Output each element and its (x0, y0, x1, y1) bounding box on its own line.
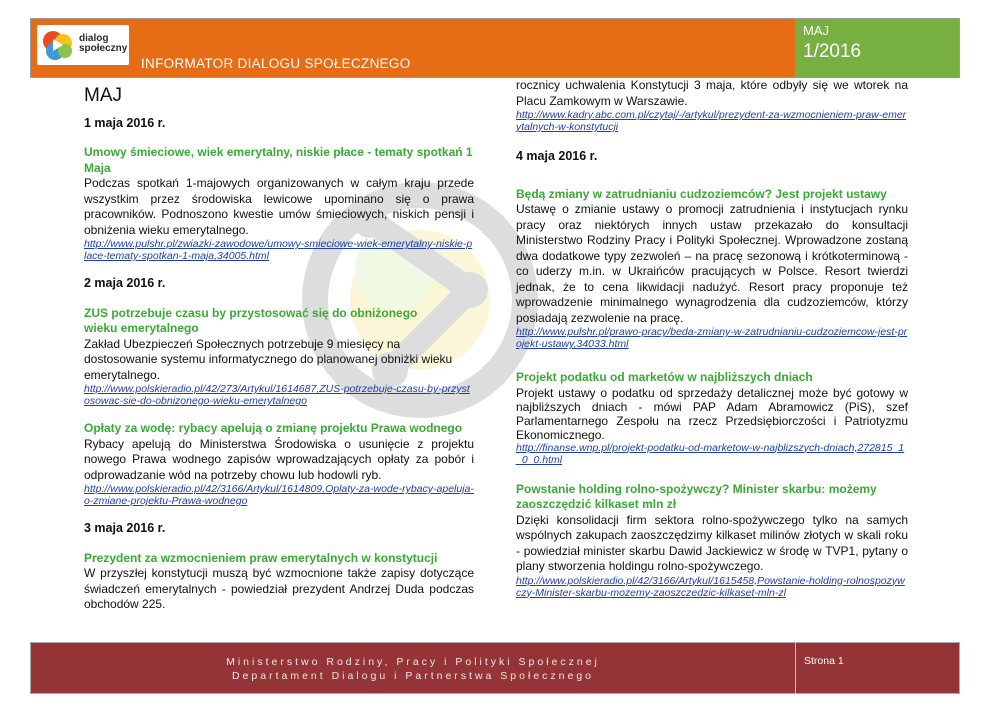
date-heading: 2 maja 2016 r. (84, 276, 166, 290)
dialog-spoleczny-logo (37, 25, 129, 65)
article-body: Zakład Ubezpieczeń Społecznych potrzebuje 9 miesięcy na dostosowanie systemu informatycznego do planowanej obniżki wieku emerytalnego. (84, 336, 453, 382)
article-link[interactable]: http://finanse.wnp.pl/projekt-podatku-od-marketow-w-najblizszych-dniach,272815_1_0_0.html (516, 441, 905, 466)
article-link[interactable]: http://www.kadry.abc.com.pl/czytaj/-/artykul/prezydent-za-wzmocnieniem-praw-emerytalnych-w-konstytucji (516, 109, 907, 133)
article-link[interactable]: http://www.polskieradio.pl/42/3166/Artykul/1615458,Powstanie-holding-rolnospozywczy-Minister-skarbu-mozemy-zaoszczedzic-kilkaset-mln-zl (516, 574, 905, 599)
article-title: Będą zmiany w zatrudnianiu cudzoziemców? Jest projekt ustawy (516, 186, 887, 201)
logo-mark-icon (41, 29, 77, 61)
article-title: Opłaty za wodę: rybacy apelują o zmianę projektu Prawa wodnego (84, 421, 463, 435)
left-column (84, 84, 474, 613)
header-issue-number: 1/2016 (803, 41, 862, 62)
month-heading: MAJ (84, 85, 122, 106)
logo-text-line2: społeczny (79, 43, 128, 54)
page-header (30, 18, 960, 78)
article-body: Podczas spotkań 1-majowych organizowanych w całym kraju przede wszystkim przez środowiska lewicowe upominano się o prawa pracowników. Podnoszono kwestie umów śmieciowych, niskich pensji i obniżenia wieku emerytalnego. (84, 176, 474, 237)
right-column (516, 78, 908, 613)
article-title: Powstanie holding rolno-spożywczy? Minister skarbu: możemy zaoszczędzić kilkaset mln zł (516, 481, 877, 511)
footer-ministry-line2: Departament Dialogu i Partnerstwa Społecznego (231, 670, 595, 682)
header-orange-band (31, 19, 795, 77)
article-body: Ustawę o zmianie ustawy o promocji zatrudnienia i instytucjach rynku pracy oraz niektórych innych ustaw przekazało do konsultacji Ministerstwo Rodziny Pracy i Polityki Społecznej. Wprowadzone zostaną dwa dodatkowe typy zezwoleń – na pracę sezonową i krótkoterminową - co uderzy m.in. w Ukraińców pracujących w Polsce. Resort twierdzi jednak, że to cena likwidacji nadużyć. Resort pracy proponuje też wprowadzenie minimalnego wynagrodzenia dla cudzoziemców, którzy posiadają zezwolenie na pracę. (516, 202, 908, 325)
article-link[interactable]: http://www.polskieradio.pl/42/273/Artykul/1614687,ZUS-potrzebuje-czasu-by-przystosowac-sie-do-obnizonego-wieku-emerytalnego (84, 383, 470, 407)
article-title: Projekt podatku od marketów w najbliższych dniach (516, 370, 813, 384)
article-title: Umowy śmieciowe, wiek emerytalny, niskie płace - tematy spotkań 1 Maja (84, 145, 473, 175)
footer-ministry-line1: Ministerstwo Rodziny, Pracy i Polityki Społecznej (226, 656, 600, 668)
date-heading: 3 maja 2016 r. (84, 521, 166, 535)
logo-text-line1: dialog (79, 33, 109, 44)
article-link[interactable]: http://www.pulshr.pl/prawo-pracy/beda-zmiany-w-zatrudnianiu-cudzoziemcow-jest-projekt-ustawy,34033.html (516, 326, 908, 350)
article-body: rocznicy uchwalenia Konstytucji 3 maja, które odbyły się we wtorek na Placu Zamkowym w Warszawie. (516, 78, 908, 108)
page-footer (30, 642, 960, 694)
date-heading: 4 maja 2016 r. (516, 149, 598, 163)
article-link[interactable]: http://www.pulshr.pl/zwiazki-zawodowe/umowy-smieciowe-wiek-emerytalny-niskie-place-tematy-spotkan-1-maja,34005.html (84, 238, 473, 262)
article-link[interactable]: http://www.polskieradio.pl/42/3166/Artykul/1614809,Oplaty-za-wode-rybacy-apeluja-o-zmiane-projektu-Prawa-wodnego (84, 483, 474, 507)
date-heading: 1 maja 2016 r. (84, 115, 166, 130)
article-title: Prezydent za wzmocnieniem praw emerytalnych w konstytucji (84, 550, 438, 565)
header-title: INFORMATOR DIALOGU SPOŁECZNEGO (141, 56, 411, 71)
article-body: Rybacy apelują do Ministerstwa Środowiska o usunięcie z projektu nowego Prawa wodnego zapisów wprowadzających opłaty za pobór i odprowadzanie wód na potrzeby chowu lub hodowli ryb. (84, 436, 474, 482)
header-green-band (795, 19, 959, 77)
article-title: ZUS potrzebuje czasu by przystosować się do obniżonego wieku emerytalnego (84, 305, 418, 335)
article-body: Dzięki konsolidacji firm sektora rolno-spożywczego tylko na samych wspólnych zakupach zaoszczędzimy kilkaset milinów złotych w skali roku - powiedział minister skarbu Dawid Jackiewicz w środę w TVP1, pytany o plany stworzenia holdingu rolno-spożywczego. (516, 512, 908, 573)
page-number: Strona 1 (795, 643, 959, 693)
logo-text (79, 34, 127, 54)
footer-ministry (31, 643, 795, 693)
article-body: Projekt ustawy o podatku od sprzedaży detalicznej może być gotowy w najbliższych dniach - mówi PAP Adam Abramowicz (PiS), szef Parlamentarnego Zespołu na rzecz Przedsiębiorczości i Patriotyzmu Ekonomicznego. (516, 385, 908, 442)
article-body: W przyszłej konstytucji muszą być wzmocnione także zapisy dotyczące świadczeń emerytalnych - powiedział prezydent Andrzej Duda podczas obchodów 225. (84, 566, 474, 611)
header-month: MAJ (803, 23, 829, 38)
